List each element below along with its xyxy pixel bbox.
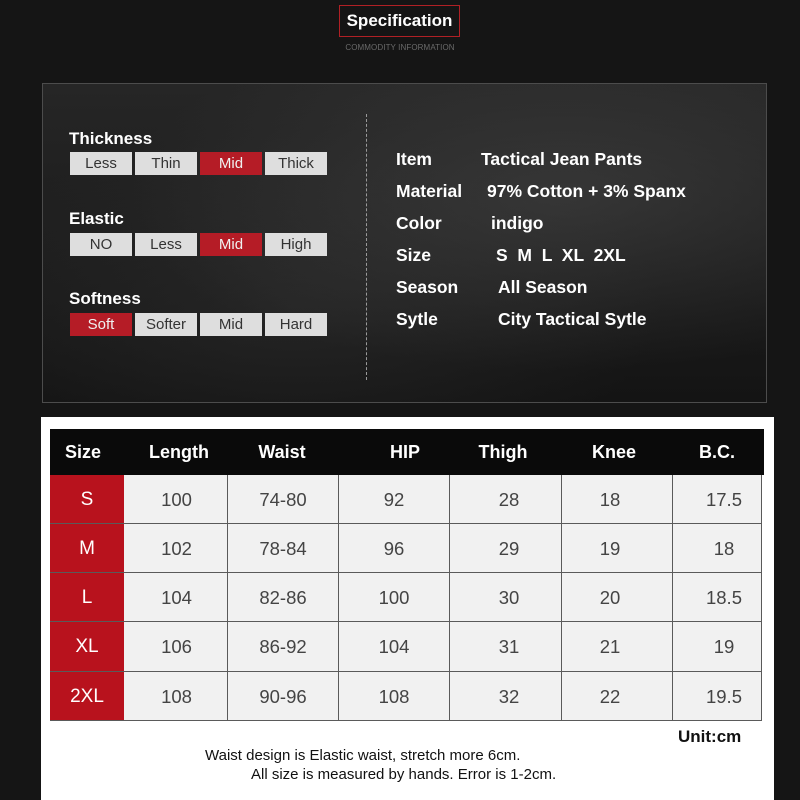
table-divider [50,572,762,573]
table-cell: 108 [161,685,192,707]
softness-title: Softness [69,289,141,308]
table-cell: 32 [498,685,520,707]
spec-label: Season [396,277,459,297]
column-header-bc: B.C. [699,441,735,462]
table-cell: 20 [599,586,621,608]
table-divider [672,475,673,721]
elastic-option: NO [70,233,132,256]
table-cell: 104 [161,586,192,608]
table-cell: 96 [383,537,405,559]
table-divider [561,475,562,721]
spec-label: Size [396,245,432,265]
table-divider [50,621,762,622]
note-measure: All size is measured by hands. Error is 1-2cm. [251,766,557,783]
thickness-option: Thick [265,152,327,175]
note-waist: Waist design is Elastic waist, stretch more 6cm. [205,747,521,764]
table-cell: 19 [713,635,735,657]
page-subtitle: COMMODITY INFORMATION [345,43,455,52]
table-cell: 19.5 [705,685,742,707]
softness-scale [70,313,327,336]
table-cell: 82-86 [259,586,307,608]
column-header-knee: Knee [591,441,636,462]
elastic-title: Elastic [69,209,124,228]
elastic-option: Less [135,233,197,256]
spec-value: indigo [491,213,544,233]
table-divider [227,475,228,721]
table-divider [338,475,339,721]
softness-option-selected: Soft [70,313,132,336]
table-divider [449,475,450,721]
column-header-size: Size [64,441,102,462]
elastic-scale [70,233,327,256]
softness-option: Softer [135,313,197,336]
table-cell: 102 [161,537,192,559]
elastic-option: High [265,233,327,256]
table-cell: 29 [498,537,520,559]
table-cell: 78-84 [259,537,307,559]
table-divider [50,671,762,672]
table-cell: 86-92 [259,635,307,657]
table-cell: 108 [378,685,410,707]
table-cell: 28 [498,488,520,510]
size-label: XL [50,622,124,671]
table-cell: 18 [713,537,735,559]
softness-option: Hard [265,313,327,336]
table-cell: 18.5 [705,586,742,608]
softness-option: Mid [200,313,262,336]
table-cell: 17.5 [705,488,742,510]
spec-label: Color [396,213,442,233]
size-label: 2XL [50,672,124,721]
table-divider [50,720,762,721]
table-divider [50,523,762,524]
thickness-option: Thin [135,152,197,175]
spec-value: All Season [498,277,588,297]
column-header-thigh: Thigh [478,441,528,462]
table-cell: 31 [498,635,520,657]
table-divider [761,475,762,721]
size-table-body [50,475,762,721]
spec-value: City Tactical Sytle [498,309,647,329]
table-cell: 74-80 [259,488,307,510]
elastic-option-selected: Mid [200,233,262,256]
spec-value: 97% Cotton + 3% Spanx [487,181,686,201]
page-title: Specification [339,5,460,37]
size-label: M [50,524,124,573]
size-label: L [50,573,124,622]
column-header-length: Length [149,441,209,462]
spec-value: S M L XL 2XL [496,245,626,265]
column-header-hip: HIP [389,441,420,462]
table-cell: 90-96 [259,685,307,707]
thickness-scale [70,152,327,175]
table-cell: 92 [383,488,405,510]
thickness-option: Less [70,152,132,175]
table-cell: 100 [378,586,410,608]
dashed-divider [366,114,367,380]
column-header-waist: Waist [258,441,306,462]
size-table-header [50,429,764,475]
table-cell: 104 [378,635,410,657]
spec-value: Tactical Jean Pants [481,149,643,169]
spec-label: Sytle [396,309,438,329]
thickness-option-selected: Mid [200,152,262,175]
spec-label: Material [396,181,463,201]
table-cell: 22 [599,685,621,707]
table-cell: 21 [599,635,621,657]
unit-label: Unit:cm [678,727,742,746]
table-cell: 106 [161,635,192,657]
size-label: S [50,475,124,524]
table-cell: 30 [498,586,520,608]
spec-panel [42,83,767,403]
table-cell: 18 [599,488,621,510]
spec-label: Item [396,149,432,169]
table-cell: 100 [161,488,192,510]
table-cell: 19 [599,537,621,559]
thickness-title: Thickness [69,129,153,148]
